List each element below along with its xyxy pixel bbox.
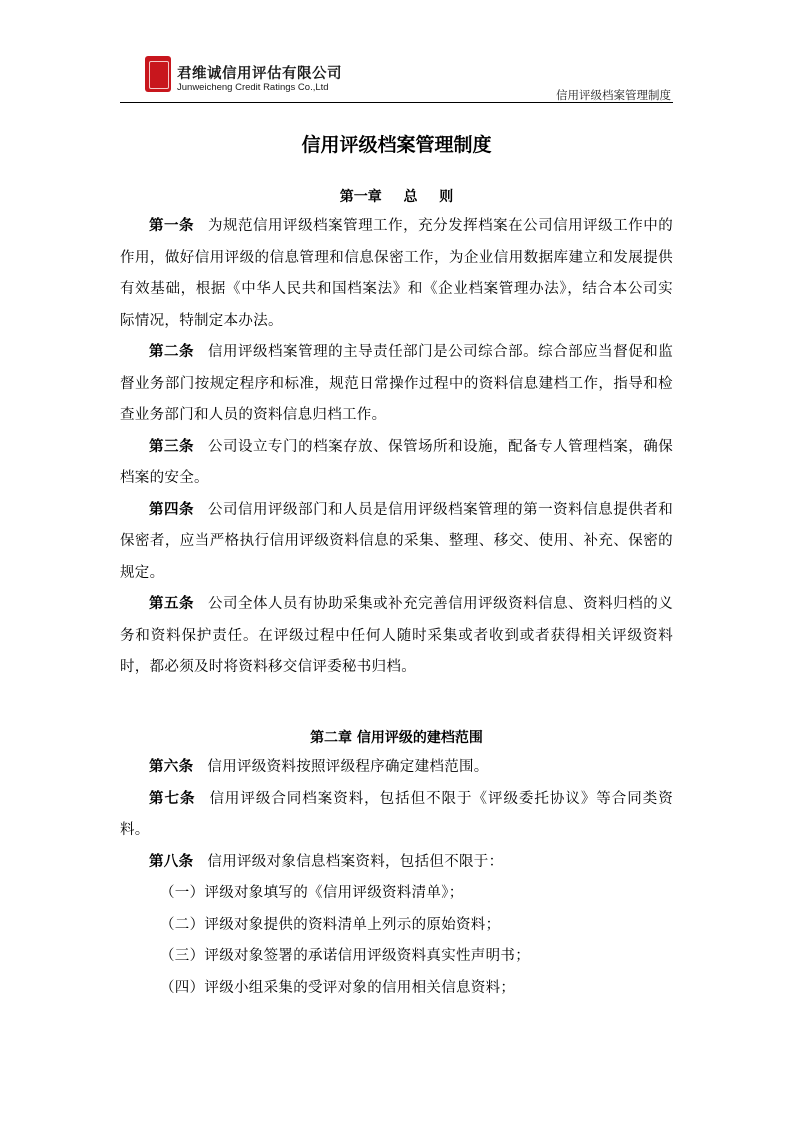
company-name-en: Junweicheng Credit Ratings Co.,Ltd <box>177 82 329 93</box>
article-text: 信用评级合同档案资料，包括但不限于《评级委托协议》等合同类资料。 <box>120 790 674 838</box>
article-7 <box>120 784 673 847</box>
list-item: （三）评级对象签署的承诺信用评级资料真实性声明书； <box>160 948 530 964</box>
article-4 <box>120 495 673 590</box>
article-text: 信用评级档案管理的主导责任部门是公司综合部。综合部应当督促和监督业务部门按规定程序和标准，规范日常操作过程中的资料信息建档工作，指导和检查业务部门和人员的资料信息归档工作。 <box>120 344 674 423</box>
article-text: 公司信用评级部门和人员是信用评级档案管理的第一资料信息提供者和保密者，应当严格执行信用评级资料信息的采集、整理、移交、使用、补充、保密的规定。 <box>120 501 674 581</box>
article-text: 公司全体人员有协助采集或补充完善信用评级资料信息、资料归档的义务和资料保护责任。在评级过程中任何人随时采集或者收到或者获得相关评级资料时，都必须及时将资料移交信评委秘书归档。 <box>120 596 674 675</box>
article-6 <box>120 752 673 784</box>
chapter-1-word-ze: 则 <box>439 189 454 205</box>
article-label: 第一条 <box>149 218 195 234</box>
chapter-2-body <box>120 752 673 1004</box>
list-item: （四）评级小组采集的受评对象的信用相关信息资料； <box>160 979 516 996</box>
article-label: 第八条 <box>149 853 194 870</box>
article-2 <box>120 337 673 432</box>
article-3 <box>120 432 673 495</box>
chapter-1-heading <box>0 186 793 206</box>
list-item: （二）评级对象提供的资料清单上列示的原始资料； <box>160 916 501 933</box>
article-label: 第三条 <box>149 438 195 455</box>
chapter-1-word-zong: 总 <box>403 189 418 205</box>
company-logo-icon <box>145 56 171 92</box>
page-header <box>120 52 673 103</box>
article-8 <box>120 847 673 879</box>
list-item: （一）评级对象填写的《信用评级资料清单》； <box>160 885 464 901</box>
seal-inner-border <box>149 61 169 89</box>
article-label: 第六条 <box>149 759 194 775</box>
article-label: 第七条 <box>149 790 196 807</box>
article-1 <box>120 211 673 337</box>
article-5 <box>120 589 673 684</box>
article-text: 信用评级资料按照评级程序确定建档范围。 <box>207 759 489 775</box>
article-text: 公司设立专门的档案存放、保管场所和设施，配备专人管理档案，确保档案的安全。 <box>120 438 674 486</box>
article-text: 为规范信用评级档案管理工作，充分发挥档案在公司信用评级工作中的作用，做好信用评级的信息管理和信息保密工作，为企业信用数据库建立和发展提供有效基础，根据《中华人民共和国档案法》和《企业档案管理办法》，结合本公司实际情况，特制定本办法。 <box>120 218 674 329</box>
article-label: 第五条 <box>149 596 195 612</box>
chapter-2-heading: 第二章 信用评级的建档范围 <box>310 730 483 746</box>
article-label: 第二条 <box>149 344 195 360</box>
chapter-1-number: 第一章 <box>339 189 382 205</box>
article-label: 第四条 <box>149 501 195 518</box>
chapter-1-body <box>120 211 673 684</box>
header-doc-name: 信用评级档案管理制度 <box>556 88 671 102</box>
document-title: 信用评级档案管理制度 <box>301 134 492 156</box>
article-text: 信用评级对象信息档案资料，包括但不限于： <box>207 853 504 870</box>
company-name-cn: 君维诚信用评估有限公司 <box>177 66 342 82</box>
